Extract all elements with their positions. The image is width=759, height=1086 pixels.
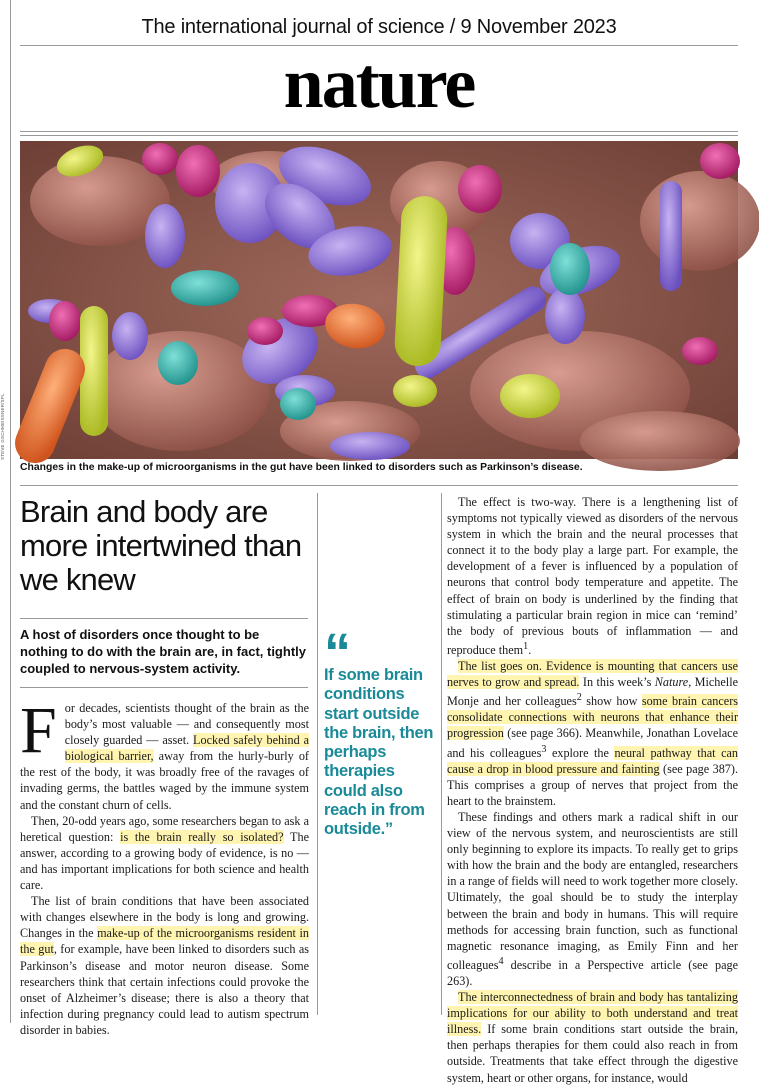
paragraph-5 (447, 658, 738, 809)
paragraph-3 (20, 893, 309, 1038)
reference-2: 2 (576, 692, 582, 704)
p4-text-a: The effect is two-way. There is a lengthening list of symptoms not typically viewed as disorders of the nervous system in which the brain and the neural processes that connect it to the body play a large part. For example, the development of a fever is influenced by a population of neurons that control body temperature and appetite. The effect of brain on body is underlined by the finding that stimulating a particular brain region in mice can ‘remind’ the body of previous bouts of inflammation — and reproduce them (447, 495, 738, 657)
reference-1: 1 (523, 640, 529, 652)
p6-text-a: These findings and others mark a radical shift in our view of the nervous system, and neuroscientists are still only beginning to explore its impacts. To really get to grips with how the brain and the body are entangled, researchers in a range of fields will need to work together more closely. Ultimately, the goal should be to study the interplay between the brain and body in humans. This will require methods for accessing brain function, such as functional magnetic resonance imaging, as Emily Finn and her colleagues (447, 809, 738, 972)
pull-quote-mark: “ (324, 623, 349, 683)
p4-text-b: . (528, 642, 532, 657)
article-headline: Brain and body are more intertwined than we knew (20, 494, 302, 597)
paragraph-7 (447, 989, 738, 1086)
paragraph-1 (20, 694, 309, 813)
p5-highlight-2: some brain cancers consolidate connections with neurons that enhance their progression (447, 694, 738, 741)
masthead-rule-bottom (20, 131, 738, 132)
caption-rule (20, 485, 738, 486)
journal-name: Nature (654, 675, 689, 690)
p5-text-a: In this week’s (579, 675, 655, 690)
p2-highlight: is the brain really so isolated? (120, 829, 284, 844)
reference-3: 3 (541, 743, 547, 755)
microbiome-photo (20, 141, 738, 459)
p5-text-b: , Michelle Monje and her colleagues (447, 675, 738, 709)
p5-highlight-1: The list goes on. Evidence is mounting that cancers use nerves to grow and spread. (447, 659, 738, 690)
headline-rule (20, 618, 308, 619)
p7-text-a: If some brain conditions start outside the brain, then perhaps therapies for them could also reach in from outside. Treatments that take effect through the digestive system, heart or other organs, for instance, would (447, 1022, 738, 1085)
p3-text-b: , for example, have been linked to disorders such as Parkinson’s disease and motor neuron disease. Some researchers think that certain infections could provoke the onset of Alzheimer’s disease; there is also a theory that infection during pregnancy could lead to autism spectrum disorder in babies. (20, 942, 310, 1037)
p1-text-b: away from the hurly-burly of the rest of the body, it was broadly free of the ravages of invading germs, the battles waged by the immune system and the constant churn of cells. (20, 749, 309, 812)
p5-text-e: explore the (546, 745, 615, 760)
p5-highlight-3: neural pathway that can cause a drop in blood pressure and fainting (447, 745, 738, 776)
p5-text-f: (see page 387). This comprises a group of nerves that project from the heart to the brainstem. (447, 761, 739, 808)
journal-logo: nature (283, 43, 475, 123)
column-rule-1 (317, 493, 318, 1015)
p3-text-a: The list of brain conditions that have been associated with changes elsewhere in the body is long and growing. Changes in the (20, 894, 309, 941)
p3-highlight: make-up of the microorganisms resident in the gut (20, 926, 309, 957)
paragraph-2 (20, 813, 309, 893)
journal-tagline: The international journal of science / 9 November 2023 (141, 16, 617, 38)
photo-credit-text: STEVE GSCHMEISSNER/SPL (0, 393, 5, 460)
p6-text-b: describe in a Perspective article (see page 263). (447, 957, 738, 988)
pull-quote: If some brain conditions start outside the brain, then perhaps therapies could also reach in from outside.” (324, 666, 434, 839)
reference-4: 4 (498, 955, 504, 967)
p7-highlight: The interconnectedness of brain and body has tantalizing implications for our ability to both understand and treat illness. (447, 990, 738, 1037)
p2-text-b: The answer, according to a growing body of evidence, is no — and has important implications for both science and health care. (20, 829, 309, 893)
p5-text-c: show how (581, 694, 642, 709)
p5-text-d: (see page 366). Meanwhile, Jonathan Lovelace and his colleagues (447, 726, 738, 760)
page-margin-rule (10, 0, 11, 1023)
p2-text-a: Then, 20-odd years ago, some researchers began to ask a heretical question: (20, 813, 309, 844)
article-standfirst: A host of disorders once thought to be nothing to do with the brain are, in fact, tightly coupled to nervous-system activity. (20, 627, 306, 676)
photo-caption: Changes in the make-up of microorganisms in the gut have been linked to disorders such as Parkinson’s disease. (20, 462, 583, 473)
body-column-left (20, 694, 310, 1038)
column-rule-2 (441, 493, 442, 1015)
body-column-right (447, 494, 738, 1086)
p1-text-a: or decades, scientists thought of the brain as the body’s most valuable — and consequently most closely guarded — asset. (64, 701, 309, 748)
paragraph-4 (447, 494, 738, 658)
p1-highlight: Locked safely behind a biological barrier, (64, 733, 309, 764)
drop-cap: F (20, 694, 57, 767)
photo-credit (0, 380, 8, 460)
paragraph-6 (447, 809, 738, 989)
masthead-rule-bottom-2 (20, 135, 738, 136)
standfirst-rule (20, 687, 308, 688)
